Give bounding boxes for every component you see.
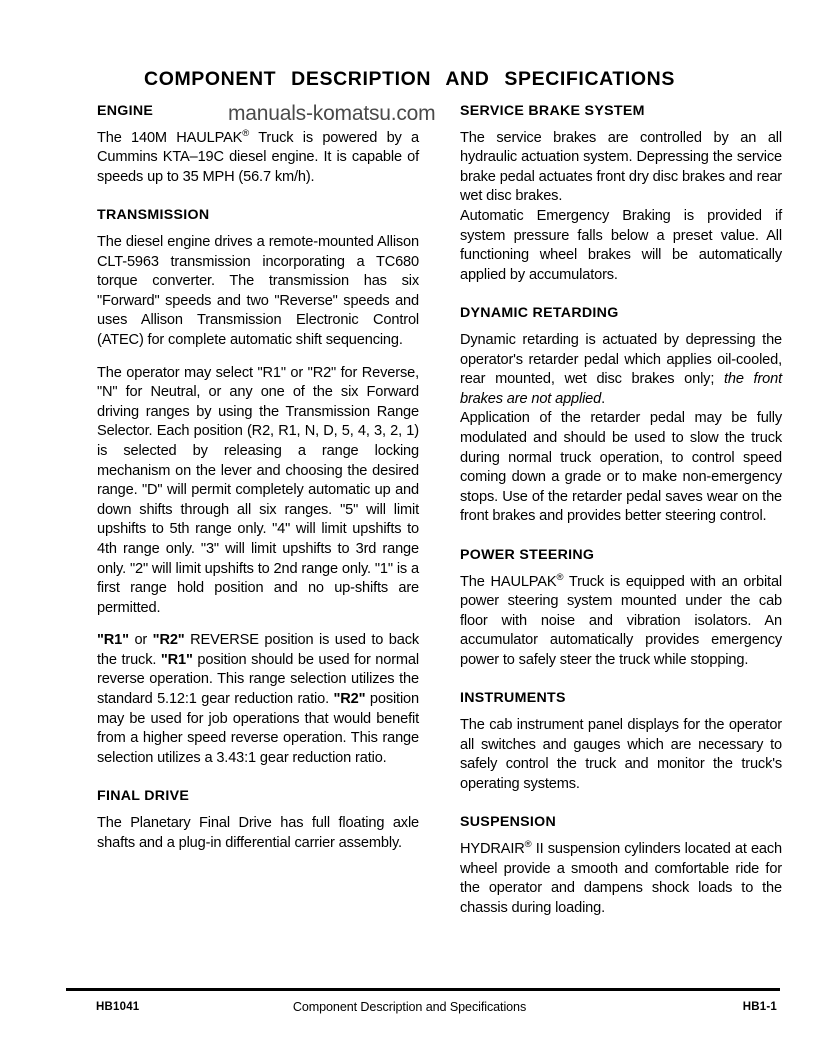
reverse-r2-label-2: "R2" — [333, 691, 366, 708]
registered-mark-icon: ® — [242, 127, 250, 139]
registered-mark-icon: ® — [556, 571, 564, 583]
suspension-text-a: HYDRAIR — [460, 841, 525, 858]
reverse-r2-label: "R2" — [152, 632, 185, 649]
dynamic-retarding-paragraph-1 — [460, 331, 782, 409]
transmission-paragraph-1: The diesel engine drives a remote-mounted Allison CLT-5963 transmission incorporating a TC680 torque converter. The transmission has six "Forward" speeds and two "Reverse" speeds and uses Allison Transmission Electronic Control (ATEC) for complete automatic shift sequencing. — [97, 234, 419, 348]
section-heading-final-drive: FINAL DRIVE — [97, 788, 190, 805]
footer-section-title: Component Description and Specifications — [292, 1000, 527, 1014]
reverse-r1-label: "R1" — [97, 632, 129, 649]
section-heading-engine: ENGINE — [97, 103, 154, 119]
final-drive-paragraph: The Planetary Final Drive has full floating axle shafts and a plug-in differential carrier assembly. — [97, 815, 419, 851]
section-heading-dynamic-retarding: DYNAMIC RETARDING — [460, 305, 619, 322]
page-title: COMPONENT DESCRIPTION AND SPECIFICATIONS — [144, 68, 675, 90]
engine-paragraph — [97, 129, 419, 188]
registered-mark-icon: ® — [524, 839, 532, 851]
service-brake-paragraph-1: The service brakes are controlled by an all hydraulic actuation system. Depressing the service brake pedal actuates front dry disc brakes and rear wet disc brakes. — [460, 129, 782, 205]
section-heading-instruments: INSTRUMENTS — [460, 690, 566, 707]
suspension-text-b: II suspension cylinders located at each wheel provide a smooth and comfortable ride for the operator and dampens shock loads to the chassis during loading. — [460, 841, 782, 916]
reverse-r1-label-2: "R1" — [160, 651, 193, 668]
front-brakes-emphasis: the front brakes are not applied — [460, 371, 782, 407]
footer-page-number: HB1-1 — [742, 1001, 777, 1013]
instruments-paragraph: The cab instrument panel displays for the operator all switches and gauges which are necessary to safely control the truck and monitor the truck's operating systems. — [460, 717, 782, 792]
service-brake-paragraph-2: Automatic Emergency Braking is provided if system pressure falls below a preset value. All functioning wheel brakes will be automatically applied by accumulators. — [460, 207, 782, 283]
engine-text-b: Truck is powered by a Cummins KTA–19C diesel engine. It is capable of speeds up to 35 MPH (56.7 km/h). — [97, 129, 419, 185]
dynamic-retarding-text-b: . — [601, 390, 606, 407]
engine-text-a: The 140M HAULPAK — [97, 129, 243, 146]
reverse-text-3: position should be used for normal reverse operation. This range selection utilizes the standard 5.12:1 gear reduction ratio. — [97, 651, 419, 708]
power-steering-text-a: The HAULPAK — [460, 573, 557, 590]
section-heading-service-brake-system: SERVICE BRAKE SYSTEM — [460, 103, 645, 119]
footer-divider — [66, 988, 780, 991]
watermark-text: manuals-komatsu.com — [228, 102, 436, 125]
reverse-text-2: REVERSE position is used to back the truck. — [97, 632, 419, 668]
power-steering-text-b: Truck is equipped with an orbital power steering system mounted under the cab floor with noise and vibration isolators. An accumulator automatically provides emergency power to safely steer the truck while stopping. — [460, 573, 783, 668]
transmission-paragraph-2: The operator may select "R1" or "R2" for Reverse, "N" for Neutral, or any one of the six Forward driving ranges by using the Transmission Range Selector. Each position (R2, R1, N, D, 5, 4, 3, 2, 1) is selected by releasing a range locking mechanism on the lever and choosing the desired range. "D" will permit completely automatic up and down shifts through all six ranges. "5" will limit upshifts to 5th range only. "4" will limit upshifts to 4th range only. "3" will limit upshifts to 3rd range only. "2" will limit upshifts to 2nd range only. "1" is a first range hold position and no up-shifts are permitted. — [97, 364, 419, 616]
dynamic-retarding-text-a: Dynamic retarding is actuated by depressing the operator's retarder pedal which applies oil-cooled, rear mounted, wet disc brakes only; — [460, 331, 782, 388]
footer-document-code: HB1041 — [96, 1001, 140, 1013]
power-steering-paragraph — [460, 573, 782, 671]
reverse-text-4: position may be used for job operations that would benefit from a higher speed reverse operation. This range selection utilizes a 3.43:1 gear reduction ratio. — [97, 691, 419, 766]
transmission-paragraph-3 — [97, 631, 419, 768]
suspension-paragraph — [460, 840, 782, 918]
reverse-text-1: or — [128, 632, 153, 649]
left-column — [97, 104, 419, 853]
section-heading-power-steering: POWER STEERING — [460, 546, 595, 563]
dynamic-retarding-paragraph-2: Application of the retarder pedal may be fully modulated and should be used to slow the truck during normal truck operation, to control speed coming down a grade or to make non-emergency stops. Use of the retarder pedal saves wear on the front brakes and provides better steering control. — [460, 410, 782, 525]
section-heading-transmission: TRANSMISSION — [97, 207, 210, 224]
right-column — [460, 104, 782, 918]
section-heading-suspension: SUSPENSION — [460, 814, 557, 831]
